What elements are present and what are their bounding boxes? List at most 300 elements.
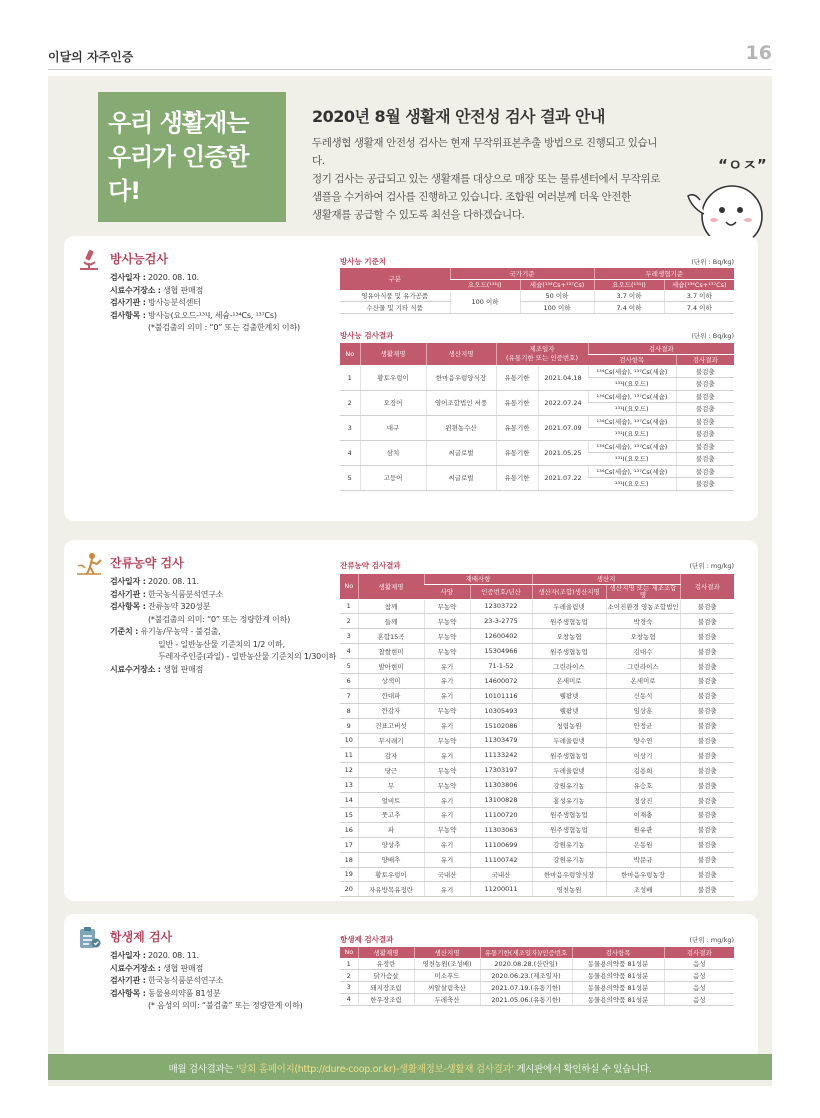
footer-bar <box>48 1054 772 1080</box>
table-row <box>340 958 734 970</box>
table-cell: 정상진 <box>606 793 680 808</box>
table-cell: 2 <box>340 614 358 629</box>
table-cell: 불검출 <box>676 378 734 391</box>
info-value: 2020. 08. 10. <box>148 273 199 282</box>
table-cell: 당근 <box>358 763 424 778</box>
info-value: 한국농식품분석연구소 <box>148 589 224 599</box>
table-cell: 국내산 <box>470 867 532 882</box>
table-cell: 71-1-52 <box>470 659 532 674</box>
table-cell: 양배추 <box>358 852 424 867</box>
radiation-standard-table <box>340 268 734 314</box>
table-cell: ¹³¹I(요오드) <box>588 478 676 491</box>
intro-line: 생활재를 공급할 수 있도록 최선을 다하겠습니다. <box>312 209 525 221</box>
table-row <box>340 365 734 378</box>
info-value: 방사능(요오드-¹³¹I, 세슘-¹³⁴Cs, ¹³⁷Cs) <box>148 310 277 320</box>
table-cell: ¹³¹I(요오드) <box>588 453 676 466</box>
table-cell: 건표고버섯 <box>358 718 424 733</box>
info-label: 검사일자 : <box>110 273 146 282</box>
table-row <box>340 822 734 837</box>
table-row <box>340 733 734 748</box>
table-cell: 11100699 <box>470 837 532 852</box>
table-cell: 불검출 <box>676 415 734 428</box>
col-header: 제조일자 (유통기한 또는 인증번호) <box>496 343 588 365</box>
table-cell: ¹³⁴Cs(세슘), ¹³⁷Cs(세슘) <box>588 415 676 428</box>
table-row <box>340 763 734 778</box>
info-label: 검사항목 : <box>110 988 146 998</box>
table-cell: 온새미로 <box>606 673 680 688</box>
table-cell: 웰팜넷 <box>532 703 606 718</box>
info-label: 검사항목 : <box>110 602 146 611</box>
table-cell: 고등어 <box>360 465 426 490</box>
col-header: 사양 <box>424 584 470 599</box>
table-cell: 10 <box>340 733 358 748</box>
table-cell: 참깨 <box>358 599 424 614</box>
table-cell: 그린라이스 <box>606 659 680 674</box>
table-cell: 불검출 <box>676 390 734 403</box>
table-cell: 음성 <box>664 958 734 970</box>
pesticide-info <box>110 576 342 676</box>
table-cell: 오징어 <box>360 390 426 415</box>
table-cell: 13 <box>340 778 358 793</box>
info-value: 방사능분석센터 <box>148 298 201 307</box>
table-cell: 발아현미 <box>358 659 424 674</box>
table-row <box>340 673 734 688</box>
table-cell: 불검출 <box>676 428 734 441</box>
table-cell: 자유방목유정란 <box>358 882 424 897</box>
col-header: 인증번호/년산 <box>470 584 532 599</box>
banner-line-1: 우리 생활재는 <box>108 109 249 137</box>
intro-line: 정기 검사는 공급되고 있는 생활재를 대상으로 매장 또는 물류센터에서 무작위로 <box>312 173 660 185</box>
table-row <box>340 867 734 882</box>
table-cell: 4 <box>340 440 360 465</box>
table-cell: 유통기한 <box>496 440 538 465</box>
table-cell: 불검출 <box>680 718 734 733</box>
table-row <box>340 688 734 703</box>
col-header: No <box>340 343 360 365</box>
col-header: 검사결과 <box>680 574 734 599</box>
table-cell: 무농약 <box>424 614 470 629</box>
intro-body <box>312 134 662 224</box>
table-cell: 오창농협 <box>532 629 606 644</box>
table-cell: 11200011 <box>470 882 532 897</box>
table-cell: 씨글로벌 <box>426 465 496 490</box>
col-header: 검사항목 <box>588 354 676 365</box>
col-header: 생산지명 <box>426 343 496 365</box>
table-cell: 무농약 <box>424 644 470 659</box>
table-row <box>340 440 734 453</box>
table-cell: 불검출 <box>680 822 734 837</box>
table-cell: 11 <box>340 748 358 763</box>
homepage-link[interactable]: '당회 홈페이지(http://dure-coop.or.kr)-생활재정보-생활재 검사결과' <box>236 1064 514 1075</box>
table-row <box>340 703 734 718</box>
table-cell: 한마음우렁양식장 <box>532 867 606 882</box>
table-cell: 11303063 <box>470 822 532 837</box>
table-cell: 불검출 <box>680 659 734 674</box>
table-cell: 윈윈농수산 <box>426 415 496 440</box>
col-header: 생활재명 <box>360 343 426 365</box>
table-row <box>340 993 734 1005</box>
antibiotic-section <box>64 914 758 1060</box>
table-cell: 1 <box>340 599 358 614</box>
table-cell: 동물용의약품 81성분 <box>572 993 664 1005</box>
col-header: 생활재명 <box>358 574 424 599</box>
table-row <box>340 778 734 793</box>
table-cell: 유승호 <box>606 778 680 793</box>
col-header: 재배사항 <box>424 574 532 584</box>
table-cell: 돼지장조림 <box>358 982 414 994</box>
table-cell: 3 <box>340 415 360 440</box>
table-cell: 영천농원 <box>532 882 606 897</box>
table-cell: 14600072 <box>470 673 532 688</box>
title-banner <box>98 92 286 222</box>
table-cell: ¹³¹I(요오드) <box>588 428 676 441</box>
antibiotic-info <box>110 950 342 1013</box>
table-cell: 신동식 <box>606 688 680 703</box>
farmer-spraying-icon <box>76 552 102 576</box>
table-row <box>340 807 734 822</box>
table-cell: 음성 <box>664 993 734 1005</box>
table-cell: 불검출 <box>680 807 734 822</box>
table-cell: 원주생협농업 <box>532 748 606 763</box>
table-cell: 9 <box>340 718 358 733</box>
table-cell: 무농약 <box>424 599 470 614</box>
col-header: 세슘(¹³⁴Cs+¹³⁷Cs) <box>664 279 734 290</box>
col-header: No <box>340 574 358 599</box>
pesticide-caption: 잔류농약 검사결과 <box>340 561 401 570</box>
table-cell: 15 <box>340 807 358 822</box>
table-cell: 은동원 <box>606 837 680 852</box>
table-cell: 14 <box>340 793 358 808</box>
table-cell: 오창농협 <box>606 629 680 644</box>
table-cell: 5 <box>340 659 358 674</box>
col-header: No <box>340 947 358 958</box>
table-cell: ¹³¹I(요오드) <box>588 378 676 391</box>
table-cell: 불검출 <box>680 793 734 808</box>
table-cell: 불검출 <box>680 882 734 897</box>
table-cell: 들깨 <box>358 614 424 629</box>
info-label: 시료수거장소 : <box>110 963 161 973</box>
table-cell: 원주생협농업 <box>532 822 606 837</box>
table-cell: 음성 <box>664 982 734 994</box>
table-cell: 양수연 <box>606 733 680 748</box>
table-cell: 웰팜넷 <box>532 688 606 703</box>
antibiotic-caption: 항생제 검사결과 <box>340 935 394 944</box>
col-header: 생산자(조합)생산지명 <box>532 584 606 599</box>
table-cell: 황토우렁이 <box>360 365 426 390</box>
table-cell: 이재충 <box>606 807 680 822</box>
col-header: 요오드(¹³¹I) <box>594 279 664 290</box>
table-cell: 유기 <box>424 659 470 674</box>
col-header: 국가기준 <box>450 268 594 279</box>
info-value: 동물용의약품 81성분 <box>148 988 221 998</box>
table-cell: 닭가슴살 <box>358 970 414 982</box>
table-cell: 김대수 <box>606 644 680 659</box>
table-cell: 이상기 <box>606 748 680 763</box>
table-cell: 양상추 <box>358 837 424 852</box>
antibiotic-title: 항생제 검사 <box>110 930 173 944</box>
table-cell: 대구 <box>360 415 426 440</box>
table-cell: 15102086 <box>470 718 532 733</box>
table-cell: 불검출 <box>680 614 734 629</box>
table-cell: 한마음우렁농장 <box>606 867 680 882</box>
table-cell: 불검출 <box>680 599 734 614</box>
intro-line: 두레생협 생활재 안전성 검사는 현재 무작위표본추출 방법으로 진행되고 있습니다. <box>312 137 658 167</box>
info-value: 두레자주인증(과일) - 일반농산물 기준치의 1/30이하 <box>158 652 337 661</box>
table-cell: 12303722 <box>470 599 532 614</box>
table-cell: 영어조합법인 서풍 <box>426 390 496 415</box>
table-cell: 두레울림넷 <box>532 599 606 614</box>
table-cell: 불검출 <box>680 733 734 748</box>
banner-line-2: 우리가 인증한다! <box>108 143 249 205</box>
info-note: (*불검출의 의미: “0” 또는 정량한계 이하) <box>148 614 291 624</box>
table-cell: 박경숙 <box>606 614 680 629</box>
table-cell: 무시래기 <box>358 733 424 748</box>
radiation-title: 방사능검사 <box>110 252 168 266</box>
info-value: 유기농/무농약 - 불검출, <box>140 627 221 636</box>
table-cell: 불검출 <box>676 478 734 491</box>
table-cell: 원주생협농업 <box>532 614 606 629</box>
table-cell: 얼비트 <box>358 793 424 808</box>
table-cell: 불검출 <box>680 644 734 659</box>
table-cell: 무농약 <box>424 703 470 718</box>
table-cell: 조성배 <box>606 882 680 897</box>
info-label: 시료수거장소 : <box>110 664 161 674</box>
antibiotic-result-table <box>340 947 734 1006</box>
table-cell: 11100742 <box>470 852 532 867</box>
table-cell: 온새미로 <box>532 673 606 688</box>
col-header: 검사항목 <box>572 947 664 958</box>
table-cell: 씨글로벌 <box>426 440 496 465</box>
table-row <box>340 290 734 302</box>
table-cell: 유기 <box>424 748 470 763</box>
footer-suffix: 게시판에서 확인하실 수 있습니다. <box>513 1064 652 1075</box>
table-cell: 3.7 이하 <box>594 290 664 302</box>
table-cell: 유기 <box>424 852 470 867</box>
table-cell: 두레축산 <box>414 993 480 1005</box>
table-cell: 안정균 <box>606 718 680 733</box>
col-header: 유통기한(제조일자)/인증번호 <box>480 947 572 958</box>
table-row <box>340 415 734 428</box>
table-cell: 7 <box>340 688 358 703</box>
table-cell: 2 <box>340 390 360 415</box>
table-cell: 불검출 <box>676 440 734 453</box>
info-value: 한국농식품분석연구소 <box>148 976 224 985</box>
table-cell: 3 <box>340 982 358 994</box>
table-row <box>340 614 734 629</box>
table-cell: 7.4 이하 <box>664 302 734 314</box>
info-value: 생협 판매점 <box>163 963 204 973</box>
table-cell: 5 <box>340 465 360 490</box>
table-cell: 7.4 이하 <box>594 302 664 314</box>
info-value: 2020. 08. 11. <box>148 951 199 960</box>
table-cell: 50 이하 <box>520 290 594 302</box>
radiation-section <box>64 236 758 521</box>
table-cell: 17 <box>340 837 358 852</box>
result-caption: 방사능 검사결과 <box>340 331 394 340</box>
mascot-bubble: “ㅇㅈ” <box>718 156 767 174</box>
table-cell: 3.7 이하 <box>664 290 734 302</box>
table-cell: 불검출 <box>680 867 734 882</box>
pesticide-result-table <box>340 574 734 897</box>
table-cell: 불검출 <box>676 465 734 478</box>
table-cell: 11303806 <box>470 778 532 793</box>
col-header: 세슘(¹³⁴Cs+¹³⁷Cs) <box>520 279 594 290</box>
table-cell: 깐감자 <box>358 703 424 718</box>
antibiotic-unit: (단위 : mg/kg) <box>689 936 734 944</box>
table-cell: 풋고추 <box>358 807 424 822</box>
info-value: 일반 - 일반농산물 기준치의 1/2 이하, <box>158 639 285 649</box>
page-header <box>48 40 772 70</box>
result-unit: (단위 : Bq/kg) <box>691 332 734 340</box>
table-cell: ¹³¹I(요오드) <box>588 403 676 416</box>
table-cell: 1 <box>340 365 360 390</box>
table-cell: 박문규 <box>606 852 680 867</box>
table-cell: 깐대파 <box>358 688 424 703</box>
content-panel <box>48 76 772 1086</box>
table-cell: 불검출 <box>676 403 734 416</box>
table-cell: 동물용의약품 81성분 <box>572 982 664 994</box>
std-caption: 방사능 기준치 <box>340 257 387 266</box>
table-cell: 무농약 <box>424 822 470 837</box>
table-cell: 100 이하 <box>450 290 520 313</box>
table-cell: 유기 <box>424 793 470 808</box>
col-header: 검사결과 <box>676 354 734 365</box>
intro-title: 2020년 8월 생활재 안전성 검사 결과 안내 <box>312 107 605 126</box>
table-cell: 원주생협농업 <box>532 807 606 822</box>
col-header: 생산지명 <box>414 947 480 958</box>
table-row <box>340 970 734 982</box>
table-cell: 불검출 <box>680 763 734 778</box>
section-title: 이달의 자주인증 <box>48 50 134 64</box>
table-cell: ¹³⁴Cs(세슘), ¹³⁷Cs(세슘) <box>588 440 676 453</box>
table-cell: 2021.07.09 <box>538 415 588 440</box>
table-cell: 상색미 <box>358 673 424 688</box>
table-cell: 불검출 <box>680 837 734 852</box>
table-cell: 12 <box>340 763 358 778</box>
table-cell: ¹³⁴Cs(세슘), ¹³⁷Cs(세슘) <box>588 390 676 403</box>
table-cell: 불검출 <box>680 852 734 867</box>
col-header: 생활재명 <box>358 947 414 958</box>
col-header: 구분 <box>340 268 450 290</box>
table-cell: 16 <box>340 822 358 837</box>
table-cell: 2021.07.22 <box>538 465 588 490</box>
table-cell: 소이진환경 영농조합법인 <box>606 599 680 614</box>
table-cell: 불검출 <box>680 703 734 718</box>
table-cell: 15304966 <box>470 644 532 659</box>
table-row <box>340 644 734 659</box>
table-cell: 유기 <box>424 807 470 822</box>
pesticide-section <box>64 540 758 901</box>
table-cell: 2022.07.24 <box>538 390 588 415</box>
table-cell: 유통기한 <box>496 465 538 490</box>
table-cell: 원유관 <box>606 822 680 837</box>
table-cell: 강원유기농 <box>532 837 606 852</box>
table-cell: 수산물 및 기타 식품 <box>340 302 450 314</box>
info-label: 시료수거장소 : <box>110 285 161 295</box>
table-cell: 불검출 <box>676 365 734 378</box>
table-cell: 유기 <box>424 688 470 703</box>
table-cell: 동물용의약품 81성분 <box>572 970 664 982</box>
microscope-icon <box>76 248 102 272</box>
info-label: 검사일자 : <box>110 951 146 960</box>
table-row <box>340 629 734 644</box>
table-cell: 19 <box>340 867 358 882</box>
table-cell: 강원유기농 <box>532 852 606 867</box>
page-number: 16 <box>745 42 772 64</box>
table-row <box>340 659 734 674</box>
info-label: 검사항목 : <box>110 310 146 320</box>
table-cell: 임상훈 <box>606 703 680 718</box>
table-cell: 유기 <box>424 837 470 852</box>
table-cell: 삼치 <box>360 440 426 465</box>
table-cell: ¹³⁴Cs(세슘), ¹³⁷Cs(세슘) <box>588 365 676 378</box>
table-cell: 미소푸드 <box>414 970 480 982</box>
col-header: 생산지 <box>532 574 680 584</box>
radiation-result-table <box>340 343 734 491</box>
table-cell: 두레울림넷 <box>532 733 606 748</box>
table-row <box>340 793 734 808</box>
table-cell: 2021.05.25 <box>538 440 588 465</box>
pesticide-title: 잔류농약 검사 <box>110 556 184 570</box>
table-cell: 씨알살림축산 <box>414 982 480 994</box>
table-cell: 11133242 <box>470 748 532 763</box>
table-cell: 음성 <box>664 970 734 982</box>
table-cell: 2020.06.23.(제조일자) <box>480 970 572 982</box>
table-cell: 2021.07.19.(유통기한) <box>480 982 572 994</box>
table-cell: 8 <box>340 703 358 718</box>
col-header: 두레생협기준 <box>594 268 734 279</box>
table-cell: 김용희 <box>606 763 680 778</box>
info-note: (* 음성의 의미: “불검출” 또는 정량한계 이하) <box>148 1001 303 1010</box>
table-cell: 국내산 <box>424 867 470 882</box>
info-value: 생협 판매점 <box>163 664 204 674</box>
table-cell: 유통기한 <box>496 365 538 390</box>
table-cell: 한우장조림 <box>358 993 414 1005</box>
table-cell: 4 <box>340 993 358 1005</box>
info-value: 2020. 08. 11. <box>148 577 199 586</box>
info-note: (*불검출의 의미 : “0” 또는 검출한계치 이하) <box>148 323 300 332</box>
footer-prefix: 매월 검사결과는 <box>168 1064 237 1075</box>
table-cell: 12600402 <box>470 629 532 644</box>
table-cell: 100 이하 <box>520 302 594 314</box>
table-cell: 감자 <box>358 748 424 763</box>
table-cell: 10305493 <box>470 703 532 718</box>
table-cell: 11100720 <box>470 807 532 822</box>
table-cell: 영유아식품 및 유가공품 <box>340 290 450 302</box>
table-cell: 유통기한 <box>496 390 538 415</box>
table-cell: 1 <box>340 958 358 970</box>
table-cell: 불검출 <box>680 688 734 703</box>
table-cell: 2020.08.28.(산란일) <box>480 958 572 970</box>
table-cell: 무 <box>358 778 424 793</box>
table-row <box>340 982 734 994</box>
table-cell: 유정란 <box>358 958 414 970</box>
table-cell: 불검출 <box>680 778 734 793</box>
col-header: 검사결과 <box>664 947 734 958</box>
table-cell: 찹쌀현미 <box>358 644 424 659</box>
table-cell: 불검출 <box>680 629 734 644</box>
table-cell: 18 <box>340 852 358 867</box>
col-header: 검사결과 <box>588 343 734 354</box>
table-cell: ¹³⁴Cs(세슘), ¹³⁷Cs(세슘) <box>588 465 676 478</box>
table-cell: 17303197 <box>470 763 532 778</box>
radiation-info <box>110 272 342 335</box>
table-row <box>340 465 734 478</box>
table-cell: 2 <box>340 970 358 982</box>
table-cell: 두레울림넷 <box>532 763 606 778</box>
table-cell: 원주생협농업 <box>532 644 606 659</box>
table-row <box>340 718 734 733</box>
